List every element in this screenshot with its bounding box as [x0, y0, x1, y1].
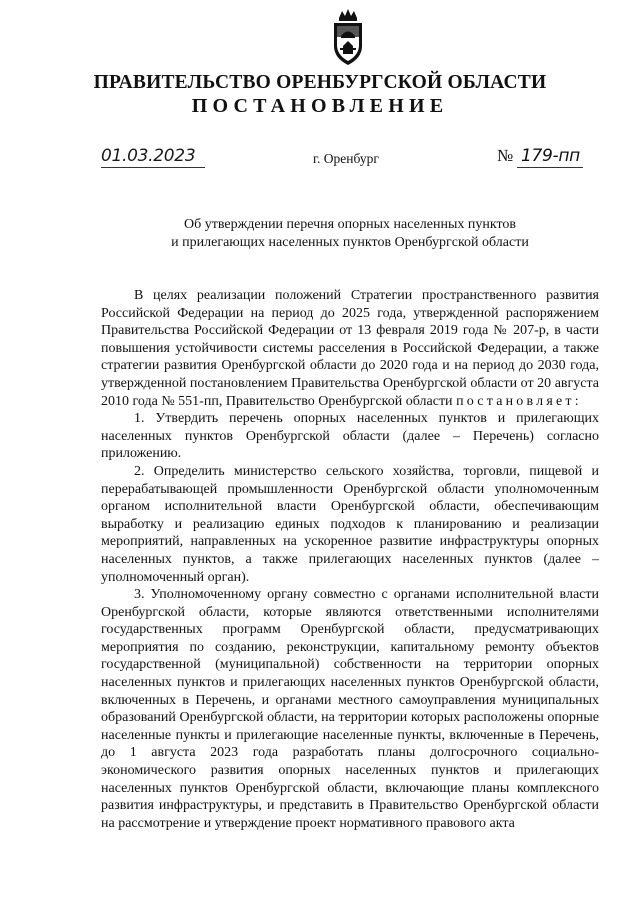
- document-subject: [0, 216, 640, 253]
- document-date: 01.03.2023: [101, 146, 205, 168]
- subject-line-2: и прилегающих населенных пунктов Оренбургской области: [171, 235, 529, 251]
- document-city: г. Оренбург: [313, 151, 379, 166]
- subject-line-1: Об утверждении перечня опорных населенных пунктов: [183, 217, 517, 232]
- paragraph-3: 3. Уполномоченному органу совместно с органами исполнительной власти Оренбургской области, которые являются ответственными исполнителями государственных программ Оренбургской области, предусматривающих мероприятия по созданию, реконструкции, капитальному ремонту объектов государственной (муниципальной) собственности на территории опорных населенных пунктов и прилегающих населенных пунктов Оренбургской области, включенных в Перечень, и органами местного самоуправления муниципальных образований Оренбургской области, на территории которых расположены опорные населенные пункты и прилегающие населенные пункты, включенные в Перечень, до 1 августа 2023 года разработать планы долгосрочного социально-экономического развития опорных населенных пунктов и прилегающих населенных пунктов Оренбургской области, включающие планы комплексного развития инфраструктуры, и представить в Правительство Оренбургской области на рассмотрение и утверждение проект нормативного правового акта: [101, 587, 599, 831]
- coat-of-arms-emblem: [331, 8, 365, 68]
- paragraph-1: 1. Утвердить перечень опорных населенных пунктов и прилегающих населенных пунктов Оренбургской области (далее – Перечень) согласно приложению.: [101, 411, 599, 462]
- intro-paragraph: [101, 287, 599, 410]
- document-number: 179-пп: [517, 146, 583, 168]
- resolution-verb: постановляет:: [456, 393, 582, 409]
- document-number-field: [497, 146, 592, 168]
- number-sign: №: [497, 146, 514, 165]
- document-body: [101, 287, 599, 832]
- paragraph-2: 2. Определить министерство сельского хозяйства, торговли, пищевой и перерабатывающей промышленности Оренбургской области уполномоченным органом исполнительной власти Оренбургской области, обеспечивающим выработку и реализацию единых подходов к планированию и реализации мероприятий, направленных на ускоренное развитие инфраструктуры опорных населенных пунктов, а также прилегающих населенных пунктов (далее – уполномоченный орган).: [101, 463, 599, 585]
- intro-text: В целях реализации положений Стратегии пространственного развития Российской Федерации на период до 2025 года, утвержденной распоряжением Правительства Российской Федерации от 13 февраля 2019 года № 207-р, в части повышения устойчивости системы расселения в Российской Федерации, а также стратегии развития Оренбургской области до 2020 года и на период до 2030 года, утвержденной постановлением Правительства Оренбургской области от 20 августа 2010 года № 551-пп, Правительство Оренбургской области: [101, 288, 599, 409]
- document-type-heading: ПОСТАНОВЛЕНИЕ: [191, 95, 449, 117]
- government-title: ПРАВИТЕЛЬСТВО ОРЕНБУРГСКОЙ ОБЛАСТИ: [93, 72, 547, 93]
